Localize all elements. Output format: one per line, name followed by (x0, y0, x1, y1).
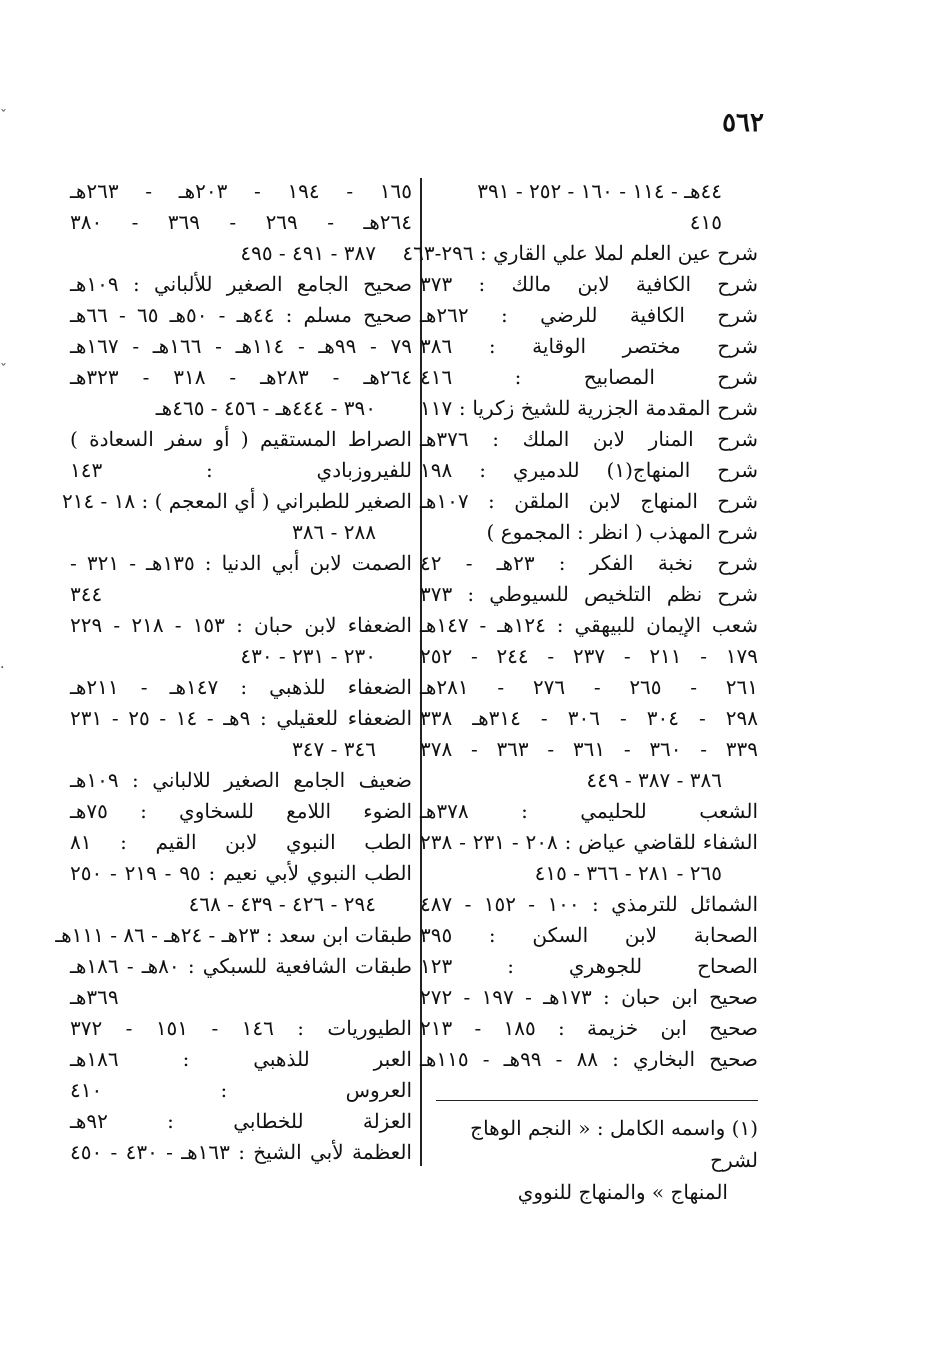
index-entry: ضعيف الجامع الصغير للالباني : ١٠٩هـ (70, 768, 412, 792)
index-entry: ٢٦١ - ٢٦٥ - ٢٧٦ - ٢٨١هـ (420, 675, 758, 699)
index-entry: ٢٦٤هـ - ٢٦٩ - ٣٦٩ - ٣٨٠ (70, 210, 412, 234)
index-entry: شرح نظم التلخيص للسيوطي : ٣٧٣ (420, 582, 758, 606)
index-entry: شرح المقدمة الجزرية للشيخ زكريا : ١١٧ (420, 396, 758, 420)
index-entry: ٢٩٤ - ٤٢٦ - ٤٣٩ - ٤٦٨ (188, 892, 376, 916)
index-entry: ٢٣٠ - ٢٣١ - ٤٣٠ (240, 644, 376, 668)
index-entry: ٤٤هـ - ١١٤ - ١٦٠ - ٢٥٢ - ٣٩١ (477, 179, 722, 203)
index-entry: شرح الكافية لابن مالك : ٣٧٣ (420, 272, 758, 296)
index-entry: ٢٦٤هـ - ٢٨٣هـ - ٣١٨ - ٣٢٣هـ (70, 365, 412, 389)
index-entry: ٧٩ - ٩٩هـ - ١١٤هـ - ١٦٦هـ - ١٦٧هـ (70, 334, 412, 358)
index-entry: الشفاء للقاضي عياض : ٢٠٨ - ٢٣١ - ٢٣٨ (420, 830, 758, 854)
index-entry: ٣٩٠ - ٤٤٤هـ - ٤٥٦ - ٤٦٥هـ (155, 396, 376, 420)
index-entry: الصغير للطبراني ( أي المعجم ) : ١٨ - ٢١٤ (61, 489, 412, 513)
index-entry: ٣٨٧ - ٤٩١ - ٤٩٥ (240, 241, 376, 265)
footnote-rule (436, 1100, 758, 1101)
footnote-line: المنهاج » والمنهاج للنووي (517, 1180, 728, 1204)
index-entry: ٢٩٨ - ٣٠٤ - ٣٠٦ - ٣١٤هـ ٣٣٨ (420, 706, 758, 730)
index-entry: ٤١٥ (689, 210, 722, 234)
index-entry: الطب النبوي لأبي نعيم : ٩٥ - ٢١٩ - ٢٥٠ (70, 861, 412, 885)
index-entry: العروس : ٤١٠ (70, 1078, 412, 1102)
index-entry: شرح عين العلم لملا علي القاري : ٢٩٦-٤٦٣ (402, 241, 758, 265)
index-entry: ١٧٩ - ٢١١ - ٢٣٧ - ٢٤٤ - ٢٥٢ (420, 644, 758, 668)
index-entry: الشمائل للترمذي : ١٠٠ - ١٥٢ - ٤٨٧ (420, 892, 758, 916)
index-entry: العزلة للخطابي : ٩٢هـ (70, 1109, 412, 1133)
index-entry: العبر للذهبي : ١٨٦هـ (70, 1047, 412, 1071)
right-column (402, 176, 758, 1075)
index-entry: ١٦٥ - ١٩٤ - ٢٠٣هـ - ٢٦٣هـ (70, 179, 412, 203)
left-column (55, 176, 413, 1168)
index-entry: صحيح ابن خزيمة : ١٨٥ - ٢١٣ (420, 1016, 758, 1040)
index-entry: شرح الكافية للرضي : ٢٦٢هـ (420, 303, 758, 327)
index-entry: الضعفاء لابن حبان : ١٥٣ - ٢١٨ - ٢٢٩ (70, 613, 412, 637)
index-entry: الطب النبوي لابن القيم : ٨١ (70, 830, 412, 854)
index-entry: الضوء اللامع للسخاوي : ٧٥هـ (70, 799, 412, 823)
index-entry: الضعفاء للعقيلي : ٩هـ - ١٤ - ٢٥ - ٢٣١ (70, 706, 413, 730)
index-entry: الضعفاء للذهبي : ١٤٧هـ - ٢١١هـ (70, 675, 412, 699)
index-entry: الطيوريات : ١٤٦ - ١٥١ - ٣٧٢ (70, 1016, 412, 1040)
index-entry: الصحاح للجوهري : ١٢٣ (420, 954, 758, 978)
index-entry: صحيح ابن حبان : ١٧٣هـ - ١٩٧ - ٢٧٢ (420, 985, 758, 1009)
index-entry: صحيح مسلم : ٤٤هـ - ٥٠هـ ٦٥ - ٦٦هـ (70, 303, 412, 327)
footnote-line: (١) واسمه الكامل : « النجم الوهاج لشرح (470, 1116, 758, 1172)
index-entry: شرح المنهاج لابن الملقن : ١٠٧هـ (420, 489, 758, 513)
page-number: ٥٦٢ (722, 108, 764, 138)
index-entry: شرح المنهاج(١) للدميري : ١٩٨ (420, 458, 758, 482)
index-entry: العظمة لأبي الشيخ : ١٦٣هـ - ٤٣٠ - ٤٥٠ (70, 1140, 412, 1164)
index-entry: للفيروزبادي : ١٤٣ (70, 458, 412, 482)
index-entry: شرح المصابيح : ٤١٦ (420, 365, 758, 389)
index-entry: ٢٨٨ - ٣٨٦ (292, 520, 376, 544)
index-entry: ٣٣٩ - ٣٦٠ - ٣٦١ - ٣٦٣ - ٣٧٨ (420, 737, 758, 761)
index-entry: صحيح البخاري : ٨٨ - ٩٩هـ - ١١٥هـ (420, 1047, 758, 1071)
index-entry: شرح المنار لابن الملك : ٣٧٦هـ (420, 427, 758, 451)
scan-edge-mark: ˇ (0, 108, 7, 124)
index-entry: ٣٤٤ (70, 582, 103, 606)
index-entry: ٢٦٥ - ٢٨١ - ٣٦٦ - ٤١٥ (534, 861, 722, 885)
scan-edge-mark: ˇ (0, 362, 7, 378)
index-entry: شرح نخبة الفكر : ٢٣هـ - ٤٢ (420, 551, 758, 575)
index-entry: شعب الإيمان للبيهقي : ١٢٤هـ - ١٤٧هـ (420, 613, 758, 637)
index-entry: الشعب للحليمي : ٣٧٨هـ (420, 799, 758, 823)
index-entry: صحيح الجامع الصغير للألباني : ١٠٩هـ (70, 272, 412, 296)
index-entry: شرح مختصر الوقاية : ٣٨٦ (420, 334, 758, 358)
index-entry: ٣٦٩هـ (70, 985, 119, 1009)
footnote (434, 1112, 758, 1208)
index-entry: الصمت لابن أبي الدنيا : ١٣٥هـ - ٣٢١ - (70, 551, 412, 575)
index-entry: ٣٨٦ - ٣٨٧ - ٤٤٩ (586, 768, 722, 792)
index-entry: طبقات ابن سعد : ٢٣هـ - ٢٤هـ - ٨٦ - ١١١هـ (55, 923, 412, 947)
index-entry: ٣٤٦ - ٣٤٧ (292, 737, 376, 761)
scan-edge-mark: · (0, 660, 5, 676)
index-entry: الصراط المستقيم ( أو سفر السعادة ) (70, 427, 412, 451)
index-entry: طبقات الشافعية للسبكي : ٨٠هـ - ١٨٦هـ (70, 954, 412, 978)
index-entry: شرح المهذب ( انظر : المجموع ) (486, 520, 758, 544)
index-entry: الصحابة لابن السكن : ٣٩٥ (420, 923, 758, 947)
